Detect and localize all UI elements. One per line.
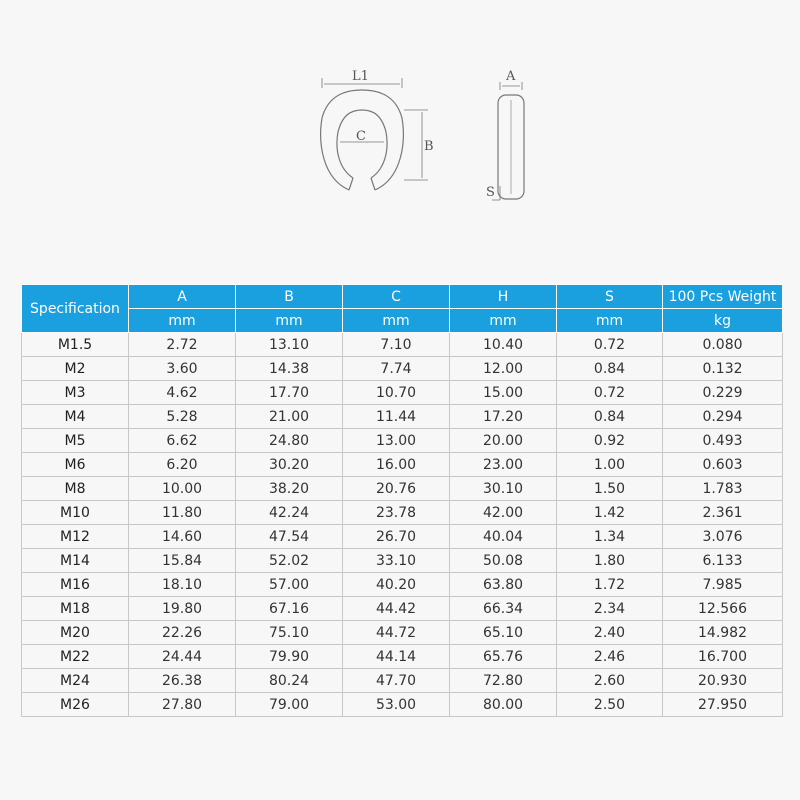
value-cell: 13.10 [236, 333, 343, 357]
value-cell: 7.985 [663, 573, 783, 597]
column-header-c: C [343, 285, 450, 309]
table-row [22, 405, 783, 429]
value-cell: 42.24 [236, 501, 343, 525]
column-header-weight: 100 Pcs Weight [663, 285, 783, 309]
specification-header: Specification [22, 285, 129, 333]
specification-cell: M26 [22, 693, 129, 717]
value-cell: 75.10 [236, 621, 343, 645]
table-row [22, 621, 783, 645]
value-cell: 4.62 [129, 381, 236, 405]
value-cell: 1.80 [557, 549, 663, 573]
value-cell: 15.00 [450, 381, 557, 405]
value-cell: 30.20 [236, 453, 343, 477]
specification-cell: M4 [22, 405, 129, 429]
value-cell: 20.76 [343, 477, 450, 501]
specification-cell: M16 [22, 573, 129, 597]
value-cell: 2.60 [557, 669, 663, 693]
specification-cell: M24 [22, 669, 129, 693]
value-cell: 63.80 [450, 573, 557, 597]
table-row [22, 333, 783, 357]
value-cell: 67.16 [236, 597, 343, 621]
specification-cell: M10 [22, 501, 129, 525]
value-cell: 5.28 [129, 405, 236, 429]
value-cell: 6.133 [663, 549, 783, 573]
value-cell: 13.00 [343, 429, 450, 453]
value-cell: 80.24 [236, 669, 343, 693]
value-cell: 23.00 [450, 453, 557, 477]
value-cell: 2.46 [557, 645, 663, 669]
table-row [22, 549, 783, 573]
label-c: C [356, 129, 366, 144]
table-row [22, 597, 783, 621]
value-cell: 1.42 [557, 501, 663, 525]
value-cell: 33.10 [343, 549, 450, 573]
table-row [22, 501, 783, 525]
value-cell: 18.10 [129, 573, 236, 597]
value-cell: 7.74 [343, 357, 450, 381]
value-cell: 0.603 [663, 453, 783, 477]
value-cell: 12.566 [663, 597, 783, 621]
column-header-h: H [450, 285, 557, 309]
value-cell: 2.50 [557, 693, 663, 717]
value-cell: 19.80 [129, 597, 236, 621]
value-cell: 15.84 [129, 549, 236, 573]
value-cell: 12.00 [450, 357, 557, 381]
value-cell: 23.78 [343, 501, 450, 525]
value-cell: 65.76 [450, 645, 557, 669]
label-b: B [424, 139, 434, 154]
value-cell: 20.930 [663, 669, 783, 693]
value-cell: 17.70 [236, 381, 343, 405]
value-cell: 14.38 [236, 357, 343, 381]
specification-cell: M12 [22, 525, 129, 549]
unit-header-weight: kg [663, 309, 783, 333]
table-row [22, 525, 783, 549]
value-cell: 6.62 [129, 429, 236, 453]
washer-side-view [492, 82, 524, 200]
value-cell: 2.361 [663, 501, 783, 525]
table-row [22, 573, 783, 597]
value-cell: 27.80 [129, 693, 236, 717]
value-cell: 3.60 [129, 357, 236, 381]
label-a: A [506, 69, 516, 84]
value-cell: 24.44 [129, 645, 236, 669]
specification-cell: M8 [22, 477, 129, 501]
value-cell: 16.700 [663, 645, 783, 669]
value-cell: 52.02 [236, 549, 343, 573]
value-cell: 44.72 [343, 621, 450, 645]
washer-dimension-drawing [300, 60, 540, 210]
value-cell: 10.00 [129, 477, 236, 501]
unit-header-c: mm [343, 309, 450, 333]
specification-table [21, 284, 783, 717]
value-cell: 27.950 [663, 693, 783, 717]
value-cell: 0.493 [663, 429, 783, 453]
table-row [22, 381, 783, 405]
value-cell: 66.34 [450, 597, 557, 621]
value-cell: 79.00 [236, 693, 343, 717]
value-cell: 20.00 [450, 429, 557, 453]
value-cell: 0.72 [557, 381, 663, 405]
header-row-names [22, 285, 783, 309]
table-row [22, 357, 783, 381]
table-row [22, 645, 783, 669]
specification-cell: M18 [22, 597, 129, 621]
value-cell: 57.00 [236, 573, 343, 597]
value-cell: 40.04 [450, 525, 557, 549]
value-cell: 0.84 [557, 405, 663, 429]
value-cell: 26.38 [129, 669, 236, 693]
value-cell: 0.72 [557, 333, 663, 357]
value-cell: 0.080 [663, 333, 783, 357]
value-cell: 10.70 [343, 381, 450, 405]
specification-cell: M1.5 [22, 333, 129, 357]
value-cell: 6.20 [129, 453, 236, 477]
value-cell: 1.50 [557, 477, 663, 501]
specification-cell: M2 [22, 357, 129, 381]
specification-cell: M14 [22, 549, 129, 573]
table-row [22, 429, 783, 453]
specification-cell: M5 [22, 429, 129, 453]
table-row [22, 477, 783, 501]
value-cell: 79.90 [236, 645, 343, 669]
specification-cell: M6 [22, 453, 129, 477]
value-cell: 47.70 [343, 669, 450, 693]
column-header-s: S [557, 285, 663, 309]
table-row [22, 669, 783, 693]
table-row [22, 693, 783, 717]
value-cell: 44.42 [343, 597, 450, 621]
value-cell: 11.80 [129, 501, 236, 525]
table-row [22, 453, 783, 477]
value-cell: 24.80 [236, 429, 343, 453]
value-cell: 11.44 [343, 405, 450, 429]
value-cell: 50.08 [450, 549, 557, 573]
value-cell: 1.00 [557, 453, 663, 477]
washer-front-view [321, 78, 428, 190]
value-cell: 7.10 [343, 333, 450, 357]
value-cell: 1.34 [557, 525, 663, 549]
unit-header-b: mm [236, 309, 343, 333]
value-cell: 22.26 [129, 621, 236, 645]
value-cell: 80.00 [450, 693, 557, 717]
value-cell: 2.34 [557, 597, 663, 621]
value-cell: 0.294 [663, 405, 783, 429]
value-cell: 16.00 [343, 453, 450, 477]
value-cell: 72.80 [450, 669, 557, 693]
value-cell: 14.982 [663, 621, 783, 645]
value-cell: 42.00 [450, 501, 557, 525]
unit-header-h: mm [450, 309, 557, 333]
value-cell: 14.60 [129, 525, 236, 549]
column-header-a: A [129, 285, 236, 309]
unit-header-a: mm [129, 309, 236, 333]
value-cell: 1.72 [557, 573, 663, 597]
specification-cell: M3 [22, 381, 129, 405]
value-cell: 2.40 [557, 621, 663, 645]
value-cell: 3.076 [663, 525, 783, 549]
value-cell: 0.132 [663, 357, 783, 381]
label-s: S [486, 185, 495, 200]
header-row-units [22, 309, 783, 333]
value-cell: 21.00 [236, 405, 343, 429]
value-cell: 1.783 [663, 477, 783, 501]
column-header-b: B [236, 285, 343, 309]
value-cell: 0.92 [557, 429, 663, 453]
value-cell: 38.20 [236, 477, 343, 501]
specification-cell: M22 [22, 645, 129, 669]
unit-header-s: mm [557, 309, 663, 333]
value-cell: 0.84 [557, 357, 663, 381]
specification-cell: M20 [22, 621, 129, 645]
value-cell: 65.10 [450, 621, 557, 645]
value-cell: 0.229 [663, 381, 783, 405]
value-cell: 47.54 [236, 525, 343, 549]
value-cell: 26.70 [343, 525, 450, 549]
value-cell: 30.10 [450, 477, 557, 501]
value-cell: 40.20 [343, 573, 450, 597]
label-l1: L1 [352, 69, 369, 84]
table-body [22, 333, 783, 717]
value-cell: 10.40 [450, 333, 557, 357]
value-cell: 53.00 [343, 693, 450, 717]
value-cell: 2.72 [129, 333, 236, 357]
value-cell: 44.14 [343, 645, 450, 669]
value-cell: 17.20 [450, 405, 557, 429]
